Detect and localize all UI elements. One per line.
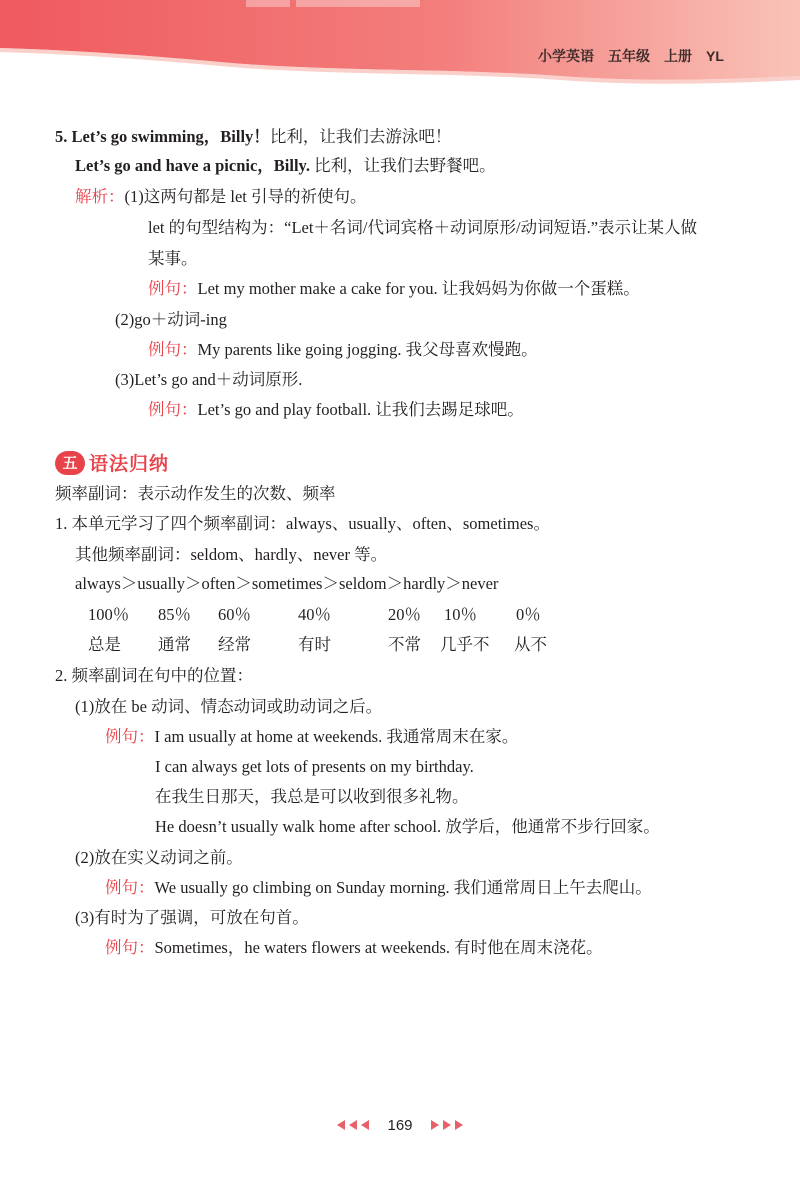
frequency-percent: 85％ [158, 605, 191, 624]
grammar-point1-other: 其他频率副词：seldom、hardly、never 等。 [75, 545, 388, 564]
analysis-label: 解析： [75, 187, 125, 206]
rule3-example-text: Sometimes，he waters flowers at weekends. 有时他在周末浇花。 [154, 938, 603, 957]
grammar-rule3: (3)有时为了强调，可放在句首。 [75, 908, 309, 927]
section-title: 语法归纳 [89, 453, 170, 475]
header-subject: 小学英语 [538, 48, 594, 64]
frequency-percent: 60％ [218, 605, 251, 624]
item5-sentence1-en: Let’s go swimming，Billy！ [71, 127, 270, 146]
rule2-example [105, 877, 652, 899]
item5-example1 [148, 278, 640, 300]
item5-structure-line2: 某事。 [148, 249, 198, 268]
rule1-example2-zh: 在我生日那天，我总是可以收到很多礼物。 [155, 787, 469, 806]
example-label: 例句： [148, 340, 198, 359]
example-label: 例句： [105, 938, 155, 957]
item5-example3 [148, 399, 524, 421]
rule1-example1-text: I am usually at home at weekends. 我通常周末在家。 [154, 727, 519, 746]
example-label: 例句： [148, 279, 198, 298]
grammar-rule2: (2)放在实义动词之前。 [75, 848, 243, 867]
item5-sentence1-zh: 比利，让我们去游泳吧！ [269, 127, 452, 146]
frequency-meaning: 总是 [88, 635, 121, 654]
rule1-example1 [105, 726, 518, 748]
section-number-badge: 五 [55, 451, 85, 475]
example-label: 例句： [148, 400, 198, 419]
example1-text: Let my mother make a cake for you. 让我妈妈为你做一个蛋糕。 [197, 279, 640, 298]
grammar-point1: 1. 本单元学习了四个频率副词：always、usually、often、sometimes。 [55, 514, 550, 533]
item5-sentence2-zh: 比利，让我们去野餐吧。 [314, 156, 496, 175]
frequency-percent: 0％ [516, 605, 541, 624]
grammar-intro: 频率副词：表示动作发生的次数、频率 [55, 484, 336, 503]
grammar-rule1: (1)放在 be 动词、情态动词或助动词之后。 [75, 697, 383, 716]
header-wave-band [0, 0, 800, 90]
frequency-meaning: 不常 [388, 635, 421, 654]
item5-number: 5. [55, 127, 68, 146]
example2-text: My parents like going jogging. 我父母喜欢慢跑。 [197, 340, 538, 359]
header-edition: YL [706, 48, 724, 64]
page-footer [0, 1116, 800, 1138]
triple-left-triangle-icon [335, 1119, 373, 1131]
frequency-meaning: 几乎不 [440, 635, 490, 654]
item5-sentence2 [75, 155, 496, 177]
rule3-example [105, 937, 603, 959]
header-volume: 上册 [664, 48, 692, 64]
item5-example2 [148, 339, 538, 361]
rule1-example2-en: I can always get lots of presents on my birthday. [155, 757, 474, 776]
frequency-percent: 100％ [88, 605, 130, 624]
frequency-percent: 20％ [388, 605, 421, 624]
triple-right-triangle-icon [427, 1119, 465, 1131]
rule2-example-text: We usually go climbing on Sunday morning. 我们通常周日上午去爬山。 [154, 878, 652, 897]
rule1-example3: He doesn’t usually walk home after school. 放学后，他通常不步行回家。 [155, 817, 660, 836]
item5-sentence2-en: Let’s go and have a picnic，Billy. [75, 156, 310, 175]
grammar-section-heading [55, 449, 169, 475]
analysis-point1-text: (1)这两句都是 let 引导的祈使句。 [124, 187, 367, 206]
frequency-scale: always＞usually＞often＞sometimes＞seldom＞hardly＞never [75, 574, 499, 593]
frequency-meaning: 经常 [218, 635, 251, 654]
header-book-info [538, 46, 724, 66]
header-grade: 五年级 [608, 48, 650, 64]
frequency-meaning: 有时 [298, 635, 331, 654]
item5-point3: (3)Let’s go and＋动词原形. [115, 370, 303, 389]
item5-structure-line1: let 的句型结构为：“Let＋名词/代词宾格＋动词原形/动词短语.”表示让某人做 [148, 218, 698, 237]
page-number: 169 [387, 1116, 413, 1134]
frequency-meaning: 通常 [158, 635, 191, 654]
item5-sentence1 [55, 126, 451, 148]
grammar-point2: 2. 频率副词在句中的位置： [55, 666, 253, 685]
item5-point2: (2)go＋动词-ing [115, 310, 227, 329]
example3-text: Let’s go and play football. 让我们去踢足球吧。 [197, 400, 524, 419]
frequency-meaning: 从不 [514, 635, 547, 654]
frequency-percent: 10％ [444, 605, 477, 624]
frequency-percent: 40％ [298, 605, 331, 624]
example-label: 例句： [105, 727, 155, 746]
example-label: 例句： [105, 878, 155, 897]
item5-analysis-point1 [75, 186, 366, 208]
